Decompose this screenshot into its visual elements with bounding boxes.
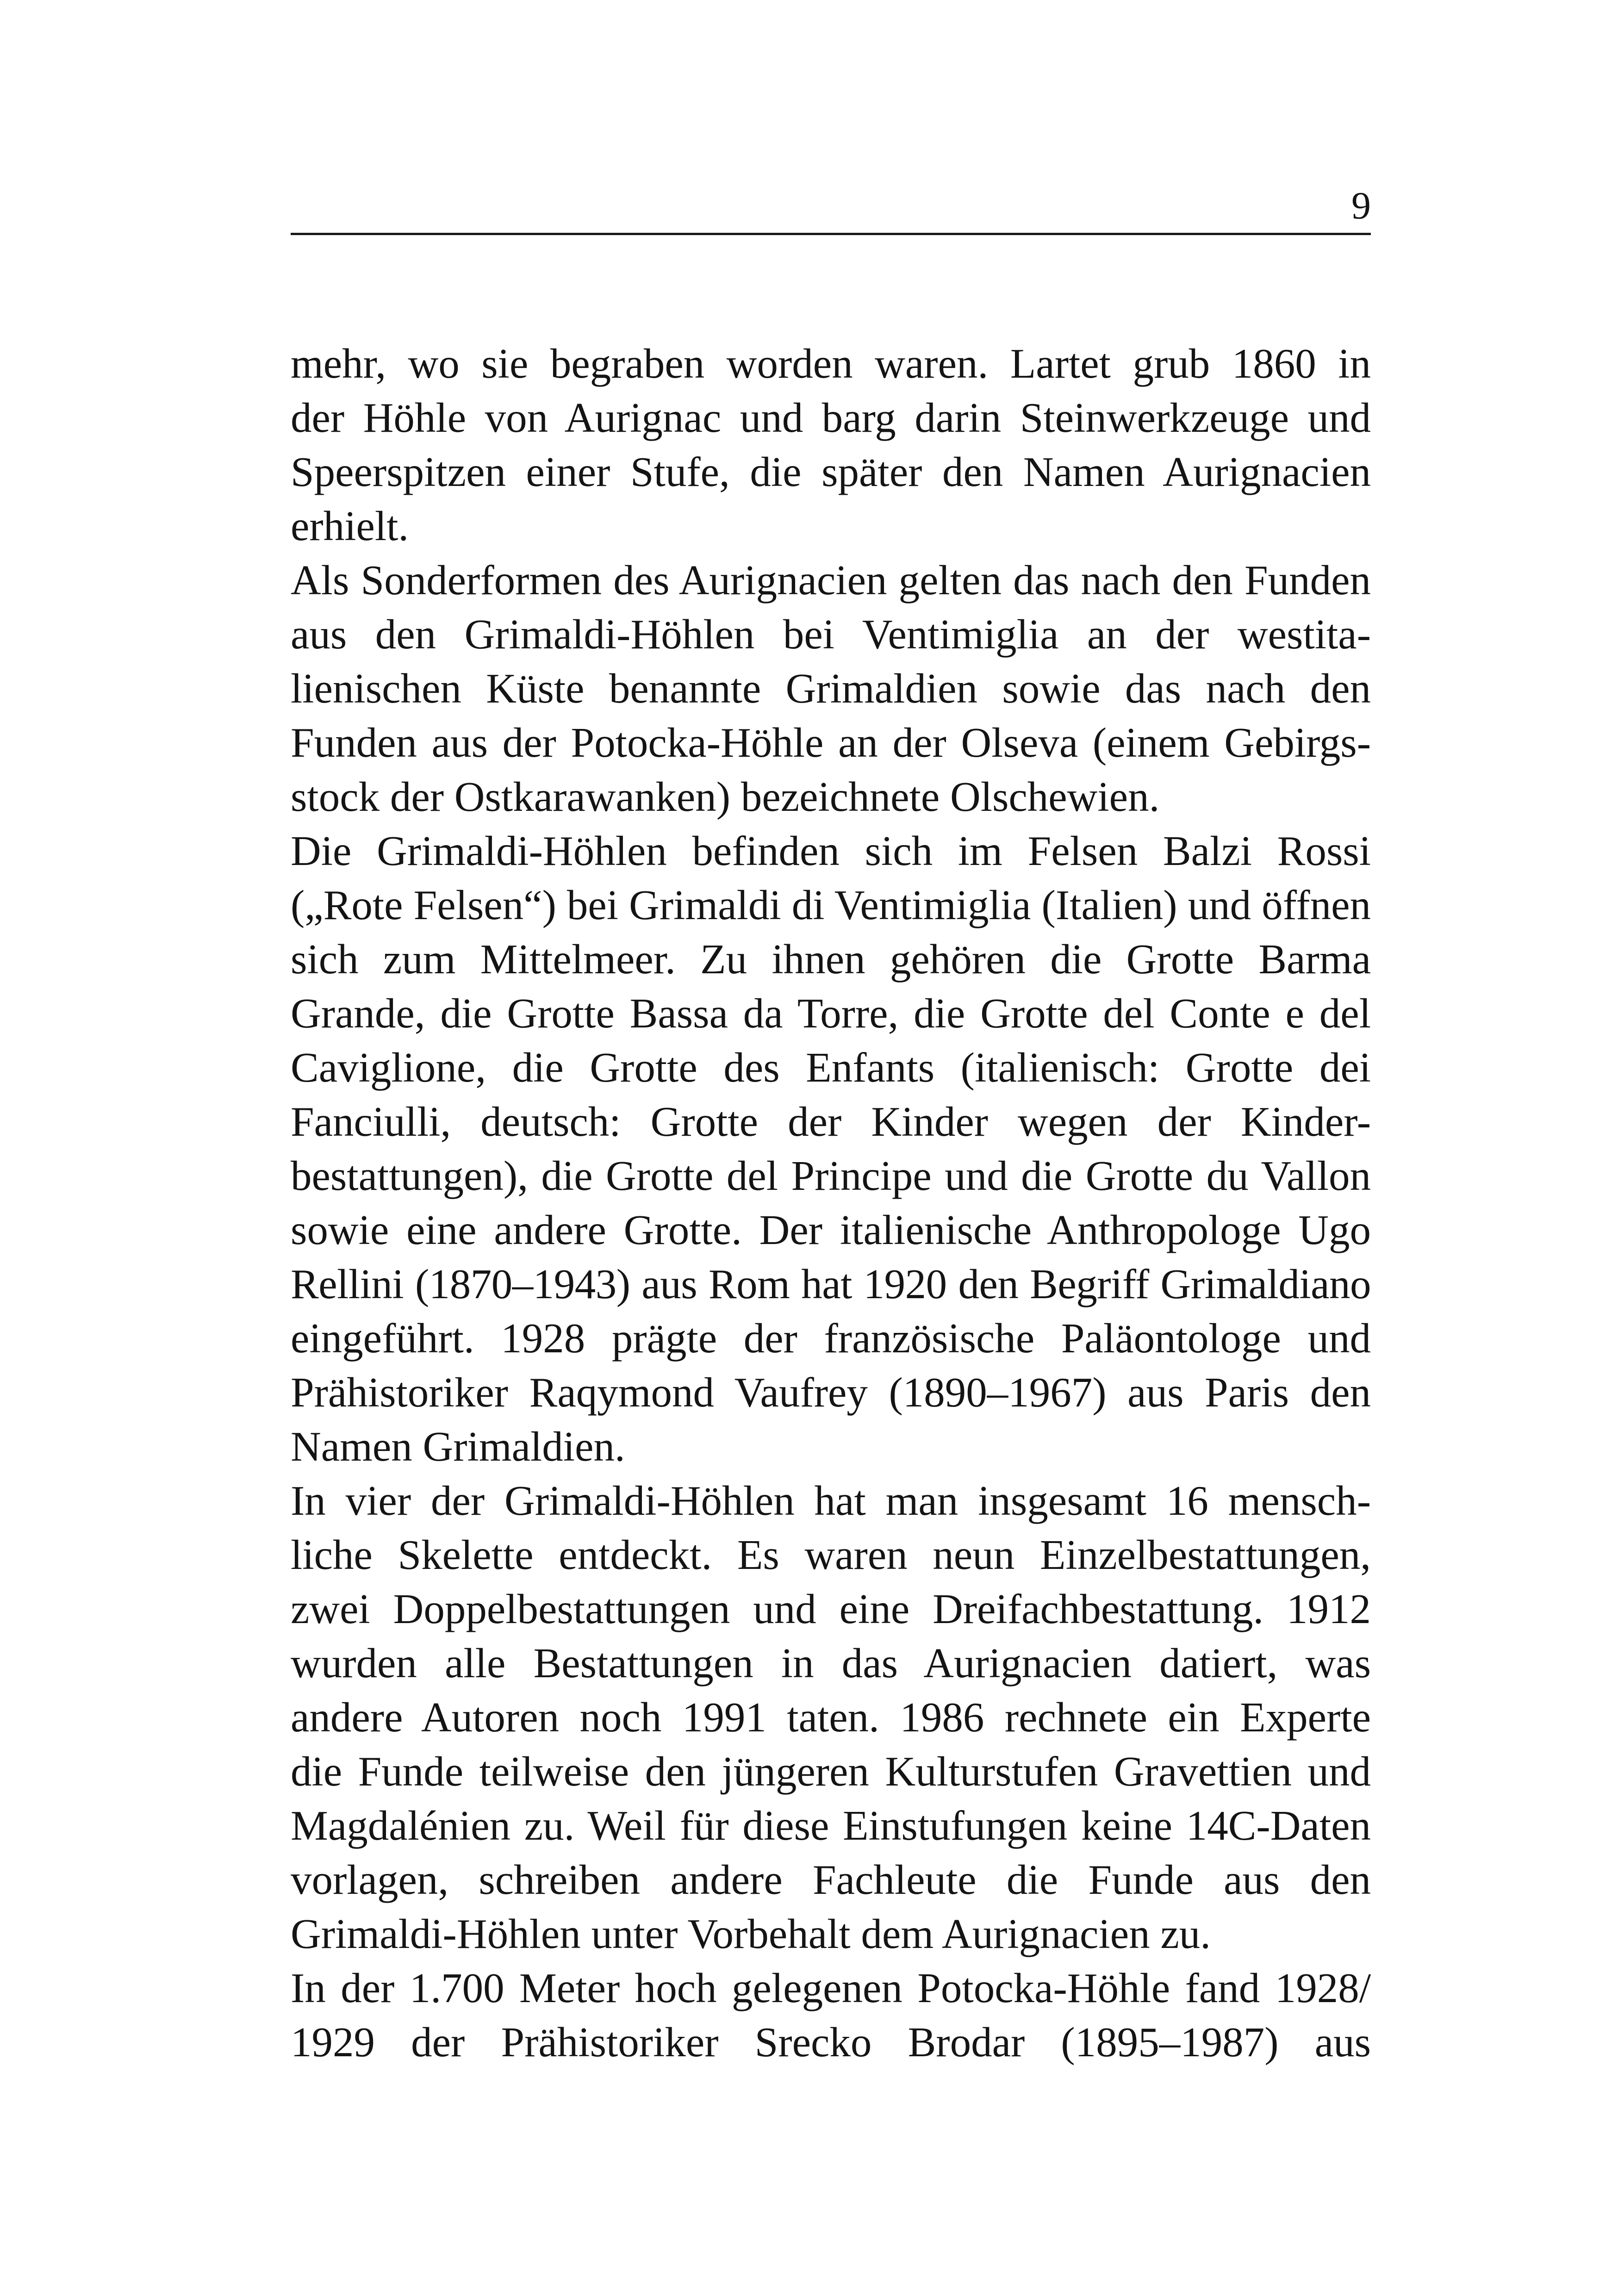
text-line: Magdalénien zu. Weil für diese Einstufungen keine 14C-Daten: [291, 1802, 1371, 1849]
header-rule: [291, 233, 1371, 235]
text-line: Caviglione, die Grotte des Enfants (italienisch: Grotte dei: [291, 1044, 1371, 1091]
text-line: Prähistoriker Raqymond Vaufrey (1890–1967) aus Paris den: [291, 1369, 1371, 1416]
text-line: stock der Ostkarawanken) bezeichnete Olschewien.: [291, 773, 1160, 820]
text-line: („Rote Felsen“) bei Grimaldi di Ventimiglia (Italien) und öffnen: [291, 882, 1371, 928]
text-line: Die Grimaldi-Höhlen befinden sich im Felsen Balzi Rossi: [291, 828, 1371, 874]
text-line: 1929 der Prähistoriker Srecko Brodar (1895–1987) aus: [291, 2019, 1371, 2066]
text-line: Funden aus der Potocka-Höhle an der Olseva (einem Gebirgs-: [291, 719, 1371, 766]
text-line: mehr, wo sie begraben worden waren. Lartet grub 1860 in: [291, 340, 1371, 387]
text-line: sowie eine andere Grotte. Der italienische Anthropologe Ugo: [291, 1207, 1371, 1253]
text-line: Rellini (1870–1943) aus Rom hat 1920 den Begriff Grimaldiano: [291, 1261, 1371, 1307]
text-line: Speerspitzen einer Stufe, die später den Namen Aurignacien: [291, 448, 1371, 495]
page-number: 9: [1351, 184, 1371, 227]
text-line: In der 1.700 Meter hoch gelegenen Potocka-Höhle fand 1928/: [291, 1965, 1371, 2011]
text-line: Namen Grimaldien.: [291, 1423, 625, 1470]
text-line: vorlagen, schreiben andere Fachleute die Funde aus den: [291, 1856, 1371, 1903]
text-line: Als Sonderformen des Aurignacien gelten das nach den Funden: [291, 557, 1371, 604]
text-line: aus den Grimaldi-Höhlen bei Ventimiglia an der westita-: [291, 611, 1371, 658]
text-line: wurden alle Bestattungen in das Aurignacien datiert, was: [291, 1640, 1371, 1686]
body-text: [291, 336, 1371, 2069]
text-line: die Funde teilweise den jüngeren Kulturstufen Gravettien und: [291, 1748, 1371, 1795]
text-line: eingeführt. 1928 prägte der französische Paläontologe und: [291, 1315, 1371, 1362]
text-line: Grande, die Grotte Bassa da Torre, die Grotte del Conte e del: [291, 990, 1371, 1037]
text-line: Grimaldi-Höhlen unter Vorbehalt dem Aurignacien zu.: [291, 1910, 1211, 1957]
text-line: Fanciulli, deutsch: Grotte der Kinder wegen der Kinder-: [291, 1098, 1371, 1145]
text-line: erhielt.: [291, 503, 409, 549]
text-line: lienischen Küste benannte Grimaldien sowie das nach den: [291, 665, 1371, 712]
text-line: andere Autoren noch 1991 taten. 1986 rechnete ein Experte: [291, 1694, 1371, 1741]
text-line: sich zum Mittelmeer. Zu ihnen gehören die Grotte Barma: [291, 936, 1371, 983]
text-line: liche Skelette entdeckt. Es waren neun Einzelbestattungen,: [291, 1531, 1371, 1578]
text-line: der Höhle von Aurignac und barg darin Steinwerkzeuge und: [291, 394, 1371, 441]
text-line: bestattungen), die Grotte del Principe und die Grotte du Vallon: [291, 1152, 1371, 1199]
text-line: zwei Doppelbestattungen und eine Dreifachbestattung. 1912: [291, 1586, 1371, 1632]
text-line: In vier der Grimaldi-Höhlen hat man insgesamt 16 mensch-: [291, 1477, 1371, 1524]
